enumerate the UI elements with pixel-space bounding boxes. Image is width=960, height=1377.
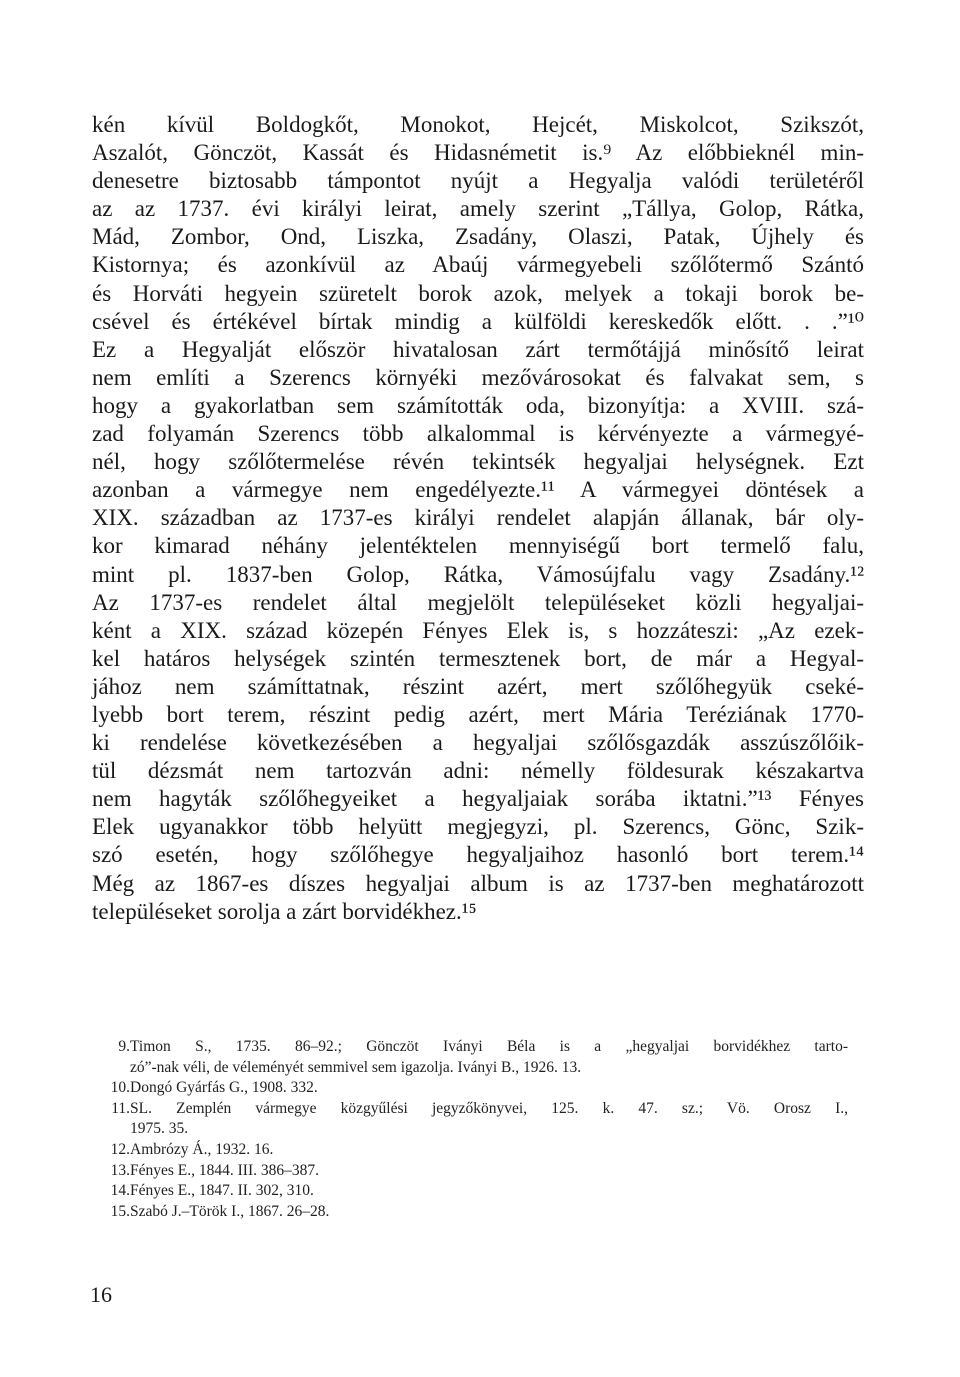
- footnote-number: 14.: [110, 1182, 130, 1200]
- text-line: zad folyamán Szerencs több alkalommal is kérvényezte a vármegyé-: [92, 421, 864, 447]
- text-line: nem említi a Szerencs környéki mezővárosokat és falvakat sem, s: [92, 364, 864, 390]
- footnote-number: 11.: [111, 1099, 130, 1117]
- text-line: ki rendelése következésében a hegyaljai szőlősgazdák asszúszőlőik-: [92, 730, 864, 756]
- footnote: [92, 1078, 864, 1099]
- footnotes: [92, 1037, 864, 1222]
- footnote-number: 13.: [110, 1161, 130, 1179]
- text-line: Az 1737-es rendelet által megjelölt településeket közli hegyaljai-: [92, 589, 864, 615]
- text-line: jához nem számíttatnak, részint azért, mert szőlőhegyük cseké-: [92, 673, 864, 699]
- footnote-text: Dongó Gyárfás G., 1908. 332.: [130, 1079, 318, 1097]
- text-line: Ez a Hegyalját először hivatalosan zárt termőtájjá minősítő leirat: [92, 336, 864, 362]
- footnote: [92, 1161, 864, 1182]
- text-line: kel határos helységek szintén termesztenek bort, de már a Hegyal-: [92, 645, 864, 671]
- text-line: ként a XIX. század közepén Fényes Elek is, s hozzáteszi: „Az ezek-: [92, 617, 864, 643]
- text-line: lyebb bort terem, részint pedig azért, mert Mária Teréziának 1770-: [92, 701, 864, 727]
- footnote-text: SL. Zemplén vármegye közgyűlési jegyzőkönyvei, 125. k. 47. sz.; Vö. Orosz I.,: [130, 1099, 848, 1117]
- text-line: tül dézsmát nem tartozván adni: némelly földesurak készakartva: [92, 758, 864, 784]
- text-line: nem hagyták szőlőhegyeiket a hegyaljaiak sorába iktatni.”¹³ Fényes: [92, 786, 864, 812]
- footnote-text: Fényes E., 1844. III. 386–387.: [130, 1161, 319, 1179]
- text-line: településeket sorolja a zárt borvidékhez.¹⁵: [92, 898, 477, 924]
- footnote-number: 15.: [110, 1202, 130, 1220]
- footnote: [92, 1181, 864, 1202]
- footnote: [92, 1140, 864, 1161]
- footnote: [92, 1099, 864, 1140]
- footnote: [92, 1202, 864, 1223]
- footnote-text: 1975. 35.: [130, 1120, 189, 1138]
- text-line: kor kimarad néhány jelentéktelen mennyiségű bort termelő falu,: [92, 533, 864, 559]
- footnote: [92, 1037, 864, 1078]
- footnote-number: 10.: [110, 1079, 130, 1097]
- footnote-text: zó”-nak véli, de véleményét semmivel sem igazolja. Iványi B., 1926. 13.: [130, 1058, 582, 1076]
- main-text: [92, 111, 864, 926]
- footnote-text: Fényes E., 1847. II. 302, 310.: [130, 1182, 314, 1200]
- footnote-text: Timon S., 1735. 86–92.; Gönczöt Iványi Béla is a „hegyaljai borvidékhez tarto-: [130, 1038, 848, 1055]
- footnote-number: 12.: [110, 1140, 130, 1158]
- text-line: csével és értékével bírtak mindig a külföldi kereskedők előtt. . .”¹⁰: [92, 308, 864, 334]
- text-line: az az 1737. évi királyi leirat, amely szerint „Tállya, Golop, Rátka,: [92, 196, 864, 222]
- text-line: azonban a vármegye nem engedélyezte.¹¹ A vármegyei döntések a: [92, 477, 864, 503]
- text-line: hogy a gyakorlatban sem számították oda, bizonyítja: a XVIII. szá-: [92, 392, 864, 418]
- text-line: szó esetén, hogy szőlőhegye hegyaljaihoz hasonló bort terem.¹⁴: [92, 842, 864, 868]
- text-line: kén kívül Boldogkőt, Monokot, Hejcét, Miskolcot, Szikszót,: [92, 112, 864, 137]
- text-line: Aszalót, Gönczöt, Kassát és Hidasnémetit is.⁹ Az előbbieknél min-: [92, 140, 864, 166]
- page-number: 16: [90, 1282, 112, 1307]
- text-line: Mád, Zombor, Ond, Liszka, Zsadány, Olaszi, Patak, Újhely és: [92, 224, 864, 250]
- text-line: mint pl. 1837-ben Golop, Rátka, Vámosújfalu vagy Zsadány.¹²: [92, 561, 864, 587]
- text-line: nél, hogy szőlőtermelése révén tekintsék hegyaljai helységnek. Ezt: [92, 449, 864, 475]
- footnote-text: Szabó J.–Török I., 1867. 26–28.: [130, 1202, 330, 1220]
- footnote-text: Ambrózy Á., 1932. 16.: [130, 1140, 274, 1158]
- footnote-number: 9.: [118, 1038, 130, 1055]
- text-line: Még az 1867-es díszes hegyaljai album is az 1737-ben meghatározott: [92, 870, 864, 896]
- text-line: XIX. században az 1737-es királyi rendelet alapján állanak, bár oly-: [92, 505, 864, 531]
- text-line: Kistornya; és azonkívül az Abaúj vármegyebeli szőlőtermő Szántó: [92, 252, 864, 278]
- text-line: Elek ugyanakkor több helyütt megjegyzi, pl. Szerencs, Gönc, Szik-: [92, 814, 864, 840]
- text-line: denesetre biztosabb támpontot nyújt a Hegyalja valódi területéről: [92, 168, 864, 194]
- text-line: és Horváti hegyein szüretelt borok azok, melyek a tokaji borok be-: [92, 280, 864, 306]
